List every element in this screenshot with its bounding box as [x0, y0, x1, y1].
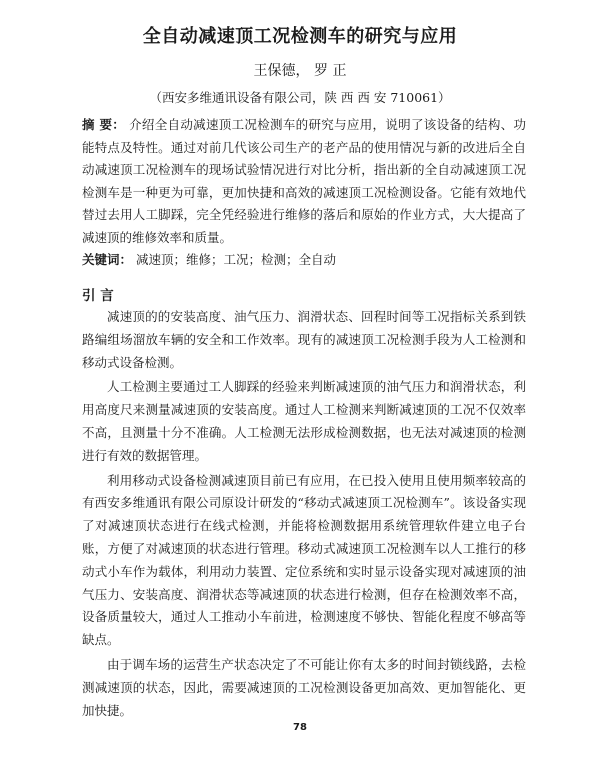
author-line: 王保德， 罗 正 [253, 63, 347, 79]
keywords-label: 关键词： [82, 252, 133, 267]
abstract-block [82, 114, 526, 249]
section-heading-introduction: 引 言 [82, 288, 114, 304]
body-paragraph: 由于调车场的运营生产状态决定了不可能让你有太多的时间封锁线路，去检测减速顶的状态，因此，需要减速顶的工况检测设备更加高效、更加智能化、更加快捷。 [82, 656, 526, 718]
body-paragraph: 减速顶的的安装高度、油气压力、润滑状态、回程时间等工况指标关系到铁路编组场溜放车辆的安全和工作效率。现有的减速顶工况检测手段为人工检测和移动式设备检测。 [82, 309, 526, 370]
body-paragraph: 利用移动式设备检测减速顶目前已有应用，在已投入使用且使用频率较高的有西安多维通讯有限公司原设计研发的“移动式减速顶工况检测车”。该设备实现了对减速顶状态进行在线式检测，并能将检测数据用系统管理软件建立电子台账，方便了对减速顶的状态进行管理。移动式减速顶工况检测车以人工推行的移动式小车作为载体，利用动力装置、定位系统和实时显示设备实现对减速顶的油气压力、安装高度、润滑状态等减速顶的状态进行检测，但存在检测效率不高，设备质量较大，通过人工推动小车前进，检测速度不够快、智能化程度不够高等缺点。 [82, 472, 526, 648]
keywords-text: 减速顶；维修；工况；检测；全自动 [136, 252, 337, 267]
abstract-label: 摘 要： [82, 117, 126, 132]
body-text [82, 306, 526, 724]
abstract-text: 介绍全自动减速顶工况检测车的研究与应用，说明了该设备的结构、功能特点及特性。通过对前几代该公司生产的老产品的使用情况与新的改进后全自动减速顶工况检测车的现场试验情况进行对比分析，指出新的全自动减速顶工况检测车是一种更为可靠，更加快捷和高效的减速顶工况检测设备。它能有效地代替过去用人工脚踩，完全凭经验进行维修的落后和原始的作业方式，大大提高了减速顶的维修效率和质量。 [82, 117, 526, 245]
affiliation-line: （西安多维通讯设备有限公司，陕 西 西 安 710061） [149, 90, 451, 105]
paper-title: 全自动减速顶工况检测车的研究与应用 [142, 26, 458, 47]
body-paragraph: 人工检测主要通过工人脚踩的经验来判断减速顶的油气压力和润滑状态，利用高度尺来测量减速顶的安装高度。通过人工检测来判断减速顶的工况不仅效率不高，且测量十分不准确。人工检测无法形成检测数据，也无法对减速顶的检测进行有效的数据管理。 [82, 379, 526, 463]
page-number: 78 [293, 722, 307, 733]
keywords-block [82, 249, 526, 272]
